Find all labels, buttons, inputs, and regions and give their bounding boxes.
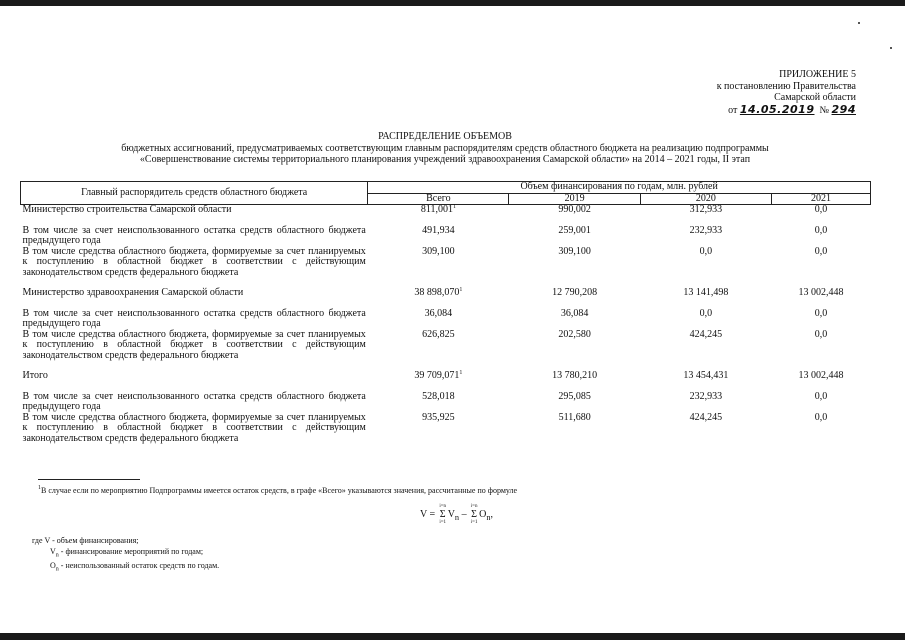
cell-2020: 0,0 — [699, 245, 713, 257]
legend-v: $V_n$ - финансирование мероприятий по годам; — [50, 546, 204, 559]
number-prefix: № — [819, 104, 830, 116]
header-year-2019: 2019 — [509, 193, 640, 205]
table-row — [21, 247, 871, 279]
row-label: В том числе за счет неиспользованного остатка средств областного бюджета предыдущего года — [22, 224, 366, 246]
handwritten-date: 14.05.2019 — [739, 102, 815, 116]
cell-total: 491,934 — [422, 224, 455, 236]
row-label: В том числе за счет неиспользованного остатка средств областного бюджета предыдущего года — [22, 390, 366, 412]
cell-total: 39 709,071$^1$ — [414, 370, 463, 381]
financing-table — [20, 181, 871, 444]
cell-2019: 511,680 — [558, 411, 591, 423]
sum-sign: i=n Σ i=1 — [470, 504, 478, 525]
legend-where: где V - объем финансирования; — [32, 536, 139, 545]
heading-line-1: бюджетных ассигнований, предусматриваемых соответствующим главным распорядителям средств областного бюджета на реализацию подпрограммы — [121, 142, 769, 154]
cell-2019: 202,580 — [558, 328, 591, 340]
document-heading — [20, 131, 870, 166]
cell-2021: 0,0 — [814, 307, 828, 319]
cell-2021: 0,0 — [814, 390, 828, 402]
cell-2019: 309,100 — [558, 245, 591, 257]
table-row — [21, 371, 871, 382]
cell-2019: 295,085 — [558, 390, 591, 402]
footnote-mark: 1 — [38, 485, 41, 491]
header-year-2020: 2020 — [640, 193, 771, 205]
row-label: Министерство строительства Самарской области — [22, 204, 232, 215]
date-prefix: от — [728, 104, 738, 116]
cell-2020: 424,245 — [689, 411, 723, 423]
header-financing-group: Объем финансирования по годам, млн. рублей — [368, 182, 871, 194]
cell-total: 38 898,070$^1$ — [414, 287, 463, 298]
cell-2019: 36,084 — [560, 307, 589, 319]
cell-total: 528,018 — [422, 390, 455, 402]
heading-line-2: «Совершенствование системы территориального планирования учреждений здравоохранения Самарской области» на 2014 – 2021 годы, II этап — [139, 154, 751, 165]
scan-top-border — [0, 0, 905, 6]
cell-total: 811,001$^1$ — [420, 204, 456, 215]
cell-2021: 13 002,448 — [798, 287, 844, 298]
cell-2020: 13 454,431 — [683, 370, 729, 381]
cell-2019: 990,002 — [558, 204, 591, 215]
cell-2021: 13 002,448 — [798, 370, 844, 381]
row-label: В том числе средства областного бюджета, формируемые за счет планируемых к поступлению в областной бюджет в соответствии с действующим законодательством средств федерального бюджета — [22, 245, 366, 278]
cell-2020: 0,0 — [699, 307, 713, 319]
cell-2020: 13 141,498 — [683, 287, 729, 298]
cell-2021: 0,0 — [814, 204, 828, 215]
cell-2019: 259,001 — [558, 224, 591, 236]
table-row — [21, 330, 871, 362]
legend-o: $O_n$ - неиспользованный остаток средств по годам. — [50, 560, 220, 573]
appendix-title: ПРИЛОЖЕНИЕ 5 — [779, 69, 856, 80]
row-label: В том числе средства областного бюджета, формируемые за счет планируемых к поступлению в областной бюджет в соответствии с действующим законодательством средств федерального бюджета — [22, 328, 366, 361]
footnote-divider — [38, 479, 140, 480]
row-label: Итого — [22, 370, 48, 381]
appendix-line-2: Самарской области — [774, 92, 856, 103]
row-label: В том числе средства областного бюджета, формируемые за счет планируемых к поступлению в областной бюджет в соответствии с действующим законодательством средств федерального бюджета — [22, 411, 366, 444]
scan-speck — [858, 22, 860, 24]
cell-2019: 12 790,208 — [552, 287, 598, 298]
sum-sign: i=n Σ i=1 — [439, 504, 447, 525]
cell-2021: 0,0 — [814, 328, 828, 340]
table-row — [21, 205, 871, 216]
cell-2020: 232,933 — [689, 224, 723, 236]
table-row — [21, 413, 871, 445]
cell-2020: 312,933 — [689, 204, 723, 215]
row-label: В том числе за счет неиспользованного остатка средств областного бюджета предыдущего года — [22, 307, 366, 329]
table-row — [21, 392, 871, 413]
table-row — [21, 309, 871, 330]
cell-total: 36,084 — [424, 307, 453, 319]
cell-total: 935,925 — [422, 411, 455, 423]
cell-2021: 0,0 — [814, 411, 828, 423]
table-row — [21, 226, 871, 247]
header-distributor: Главный распорядитель средств областного бюджета — [21, 182, 368, 205]
appendix-block — [717, 69, 856, 116]
cell-2019: 13 780,210 — [552, 370, 598, 381]
cell-total: 626,825 — [422, 328, 455, 340]
cell-total: 309,100 — [422, 245, 455, 257]
handwritten-number: 294 — [831, 102, 856, 116]
cell-2021: 0,0 — [814, 224, 828, 236]
appendix-line-1: к постановлению Правительства — [716, 80, 856, 92]
cell-2020: 424,245 — [689, 328, 723, 340]
formula: V = i=n Σ i=1 $V_n$ – i=n Σ i=1 $O_n$, — [420, 504, 493, 525]
header-year-2021: 2021 — [772, 193, 871, 205]
table-row — [21, 288, 871, 299]
header-total: Всего — [368, 193, 509, 205]
formula-legend — [32, 536, 219, 575]
scan-bottom-border — [0, 633, 905, 640]
scan-speck — [890, 47, 892, 49]
footnote-text: В случае если по мероприятию Подпрограммы имеется остаток средств, в графе «Всего» указываются значения, рассчитанные по формуле — [41, 486, 518, 495]
footnote — [38, 486, 517, 496]
row-label: Министерство здравоохранения Самарской области — [22, 287, 244, 298]
cell-2021: 0,0 — [814, 245, 828, 257]
cell-2020: 232,933 — [689, 390, 723, 402]
heading-title: РАСПРЕДЕЛЕНИЕ ОБЪЕМОВ — [378, 131, 512, 142]
appendix-date-line — [717, 104, 856, 117]
